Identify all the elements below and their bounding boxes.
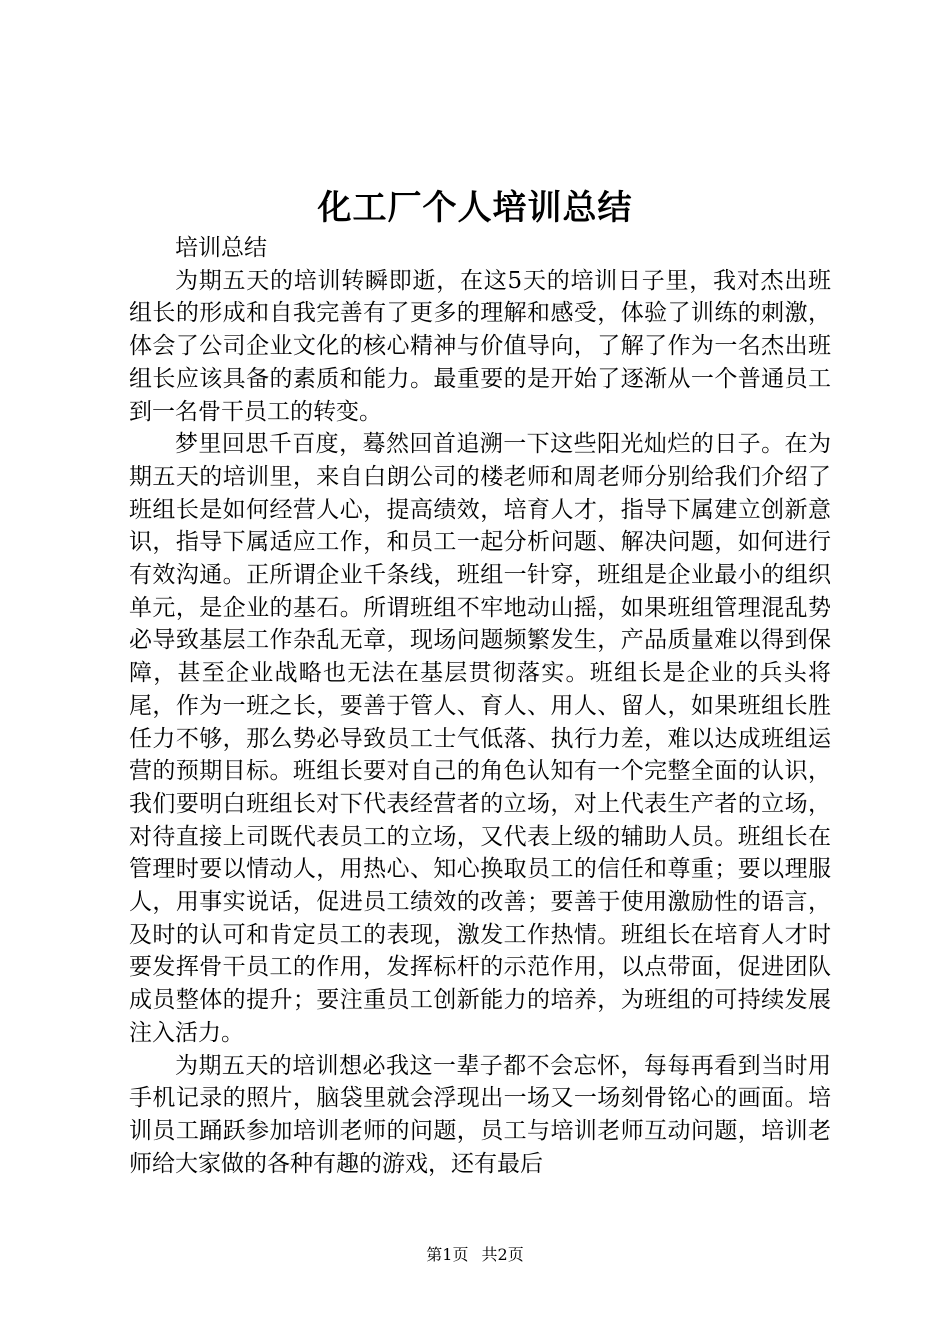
paragraph-closing: 为期五天的培训想必我这一辈子都不会忘怀，每每再看到当时用手机记录的照片，脑袋里就会浮现出一场又一场刻骨铭心的画面。培训员工踊跃参加培训老师的问题，员工与培训老师互动问题，培训老师给大家做的各种有趣的游戏，还有最后: [129, 1052, 831, 1177]
page-total: 共2页: [481, 1245, 524, 1264]
paragraph-intro: 为期五天的培训转瞬即逝，在这5天的培训日子里，我对杰出班组长的形成和自我完善有了更多的理解和感受，体验了训练的刺激，体会了公司企业文化的核心精神与价值导向，了解了作为一名杰出班组长应该具备的素质和能力。最重要的是开始了逐渐从一个普通员工到一名骨干员工的转变。: [129, 267, 831, 425]
document-body: [129, 232, 831, 1180]
paragraph-main: 梦里回思千百度，蓦然回首追溯一下这些阳光灿烂的日子。在为期五天的培训里，来自白朗公司的楼老师和周老师分别给我们介绍了班组长是如何经营人心，提高绩效，培育人才，指导下属建立创新意识，指导下属适应工作，和员工一起分析问题、解决问题，如何进行有效沟通。正所谓企业千条线，班组一针穿，班组是企业最小的组织单元，是企业的基石。所谓班组不牢地动山摇，如果班组管理混乱势必导致基层工作杂乱无章，现场问题频繁发生，产品质量难以得到保障，甚至企业战略也无法在基层贯彻落实。班组长是企业的兵头将尾，作为一班之长，要善于管人、育人、用人、留人，如果班组长胜任力不够，那么势必导致员工士气低落、执行力差，难以达成班组运营的预期目标。班组长要对自己的角色认知有一个完整全面的认识，我们要明白班组长对下代表经营者的立场，对上代表生产者的立场，对待直接上司既代表员工的立场，又代表上级的辅助人员。班组长在管理时要以情动人，用热心、知心换取员工的信任和尊重；要以理服人，用事实说话，促进员工绩效的改善；要善于使用激励性的语言，及时的认可和肯定员工的表现，激发工作热情。班组长在培育人才时要发挥骨干员工的作用，发挥标杆的示范作用，以点带面，促进团队成员整体的提升；要注重员工创新能力的培养，为班组的可持续发展注入活力。: [129, 431, 831, 1046]
paragraph-heading: 培训总结: [175, 235, 267, 261]
document-title: 化工厂个人培训总结: [317, 188, 633, 228]
page-footer: [0, 1244, 950, 1266]
page-number: 第1页: [426, 1245, 469, 1264]
